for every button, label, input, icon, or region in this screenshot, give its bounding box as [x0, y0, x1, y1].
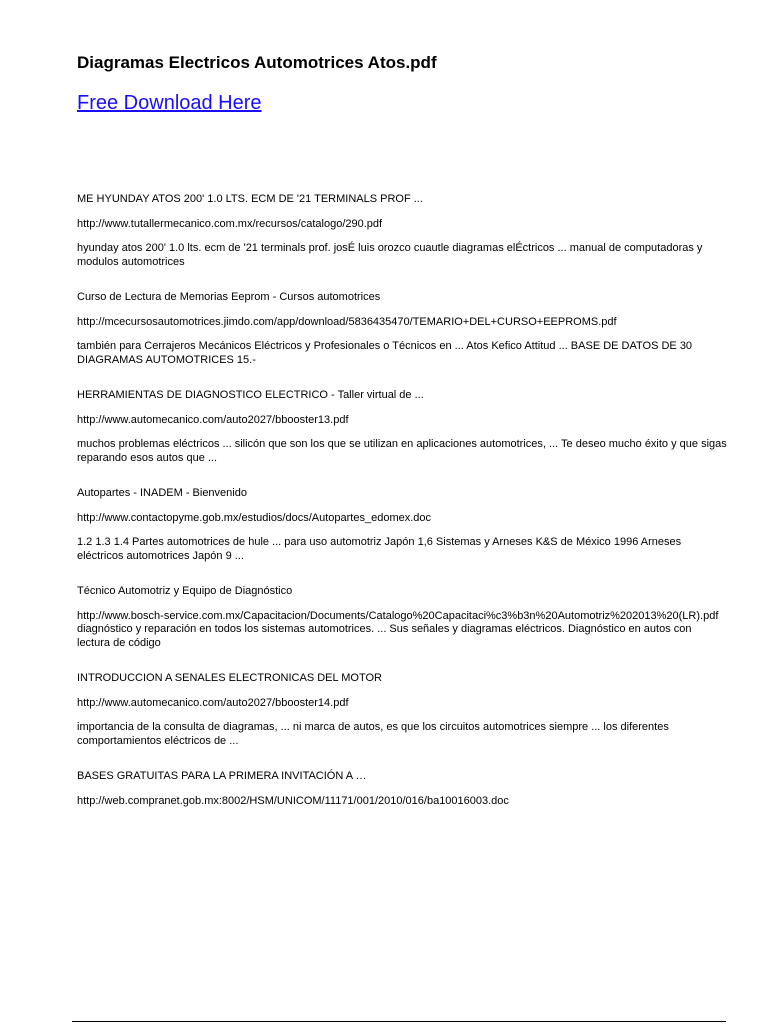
document-title: Diagramas Electricos Automotrices Atos.pdf — [77, 53, 437, 72]
result-url[interactable]: http://www.automecanico.com/auto2027/bbooster14.pdf — [77, 696, 349, 709]
result-title: BASES GRATUITAS PARA LA PRIMERA INVITACIÓN A … — [77, 770, 367, 782]
result-entry — [77, 487, 727, 563]
result-entry — [77, 389, 727, 465]
result-title: HERRAMIENTAS DE DIAGNOSTICO ELECTRICO - Taller virtual de ... — [77, 389, 424, 401]
result-snippet: hyunday atos 200' 1.0 lts. ecm de '21 terminals prof. josÉ luis orozco cuautle diagramas elÉctricos ... manual de computadoras y modulos automotrices — [77, 242, 703, 268]
result-url[interactable]: http://web.compranet.gob.mx:8002/HSM/UNICOM/11171/001/2010/016/ba10016003.doc — [77, 794, 509, 807]
search-results-list — [77, 193, 727, 830]
result-snippet: importancia de la consulta de diagramas, ... ni marca de autos, es que los circuitos automotrices siempre ... los diferentes comportamientos eléctricos de ... — [77, 721, 669, 747]
result-entry — [77, 672, 727, 748]
result-url[interactable]: http://www.contactopyme.gob.mx/estudios/docs/Autopartes_edomex.doc — [77, 511, 432, 524]
result-url[interactable]: http://www.automecanico.com/auto2027/bbooster13.pdf — [77, 413, 349, 426]
result-url[interactable]: http://www.tutallermecanico.com.mx/recursos/catalogo/290.pdf — [77, 217, 383, 230]
result-snippet: muchos problemas eléctricos ... silicón que son los que se utilizan en aplicaciones automotrices, ... Te deseo mucho éxito y que sigas reparando esos autos que ... — [77, 438, 727, 464]
result-title: INTRODUCCION A SENALES ELECTRONICAS DEL MOTOR — [77, 672, 383, 684]
result-entry — [77, 770, 727, 808]
result-url[interactable]: http://www.bosch-service.com.mx/Capacitacion/Documents/Catalogo%20Capacitaci%c3%b3n%20Automotriz%202013%20(LR).pdf — [77, 609, 719, 622]
result-url[interactable]: http://mcecursosautomotrices.jimdo.com/app/download/5836435470/TEMARIO+DEL+CURSO+EEPROMS.pdf — [77, 315, 617, 328]
result-entry — [77, 193, 727, 269]
result-entry — [77, 585, 727, 650]
result-snippet: también para Cerrajeros Mecánicos Eléctricos y Profesionales o Técnicos en ... Atos Kefico Attitud ... BASE DE DATOS DE 30 DIAGRAMAS AUTOMOTRICES 15.- — [77, 340, 693, 366]
result-title: Autopartes - INADEM - Bienvenido — [77, 487, 247, 499]
result-title: Técnico Automotriz y Equipo de Diagnóstico — [77, 585, 293, 597]
free-download-link[interactable]: Free Download Here — [77, 92, 262, 114]
result-snippet: diagnóstico y reparación en todos los sistemas automotrices. ... Sus señales y diagramas eléctricos. Diagnóstico en autos con lectura de código — [77, 623, 692, 649]
result-snippet: 1.2 1.3 1.4 Partes automotrices de hule ... para uso automotriz Japón 1,6 Sistemas y Arneses K&S de México 1996 Arneses eléctricos automotrices Japón 9 ... — [77, 536, 682, 562]
footer-divider — [72, 1021, 726, 1022]
result-title: Curso de Lectura de Memorias Eeprom - Cursos automotrices — [77, 291, 381, 303]
result-title: ME HYUNDAY ATOS 200' 1.0 LTS. ECM DE '21 TERMINALS PROF ... — [77, 193, 423, 205]
result-entry — [77, 291, 727, 367]
